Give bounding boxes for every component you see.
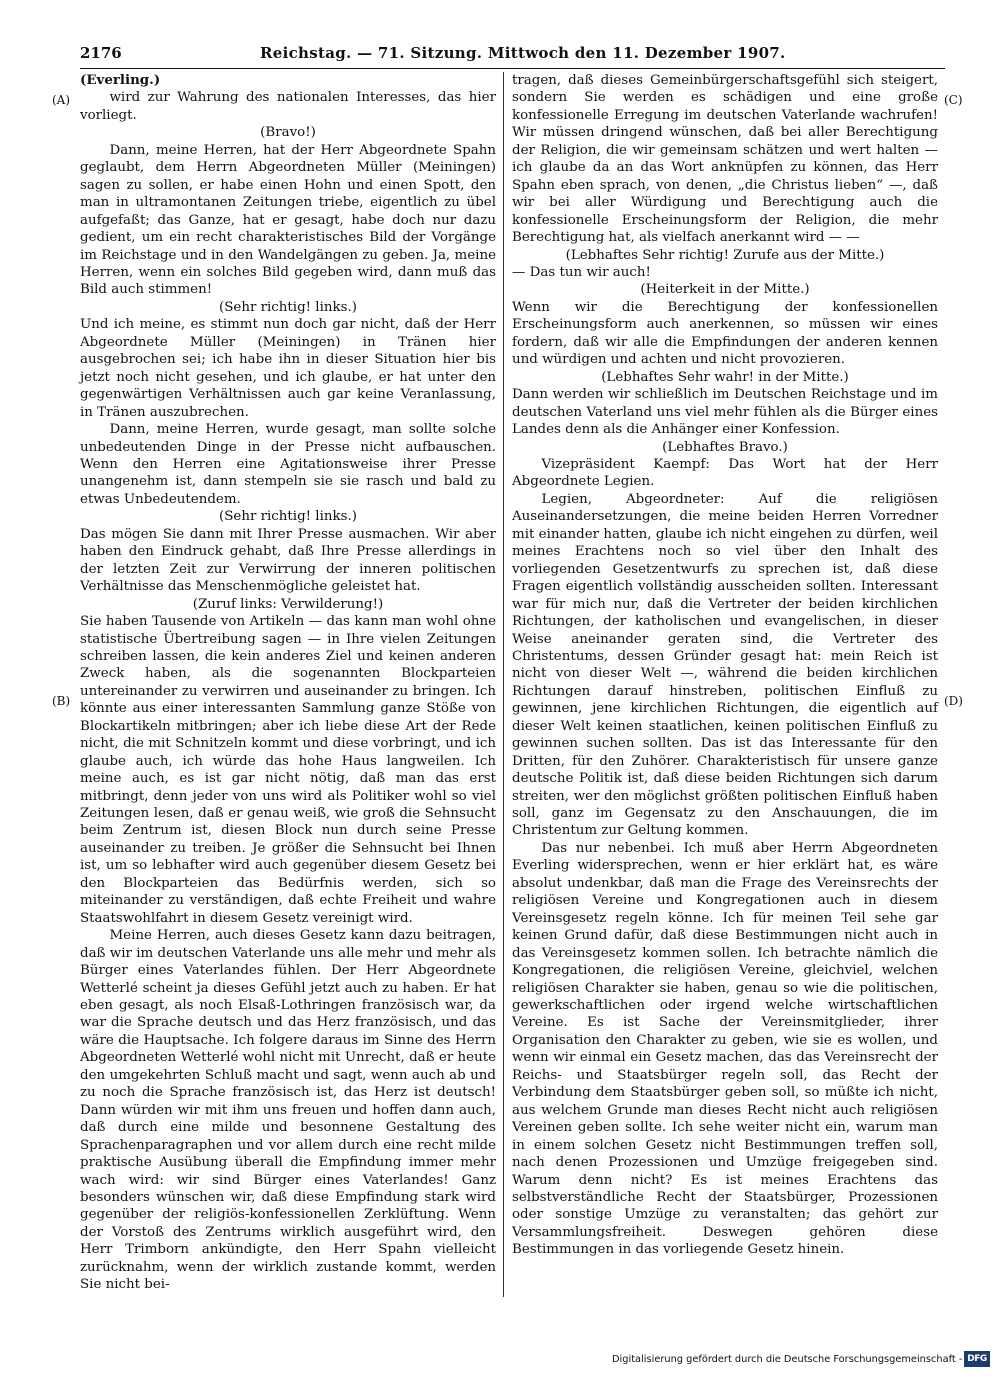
paragraph: tragen, daß dieses Gemeinbürgerschaftsgefühl sich steigert, sondern Sie werden es schädigen und eine große konfessionelle Erregung im deutschen Vaterlande wachrufen! Wir müssen dringend wünschen, daß bei aller Berechtigung der Religion, die wir gemeinsam schätzen und wert halten — ich glaube da an das Wort anknüpfen zu können, das Herr Spahn eben sprach, von denen, „die Christus lieben“ —, daß wir bei aller Würdigung und Berechtigung auch die konfessionelle Erscheinungsform der Religion, die mehr Berechtigung hat, als vielfach anerkannt wird — — xyxy=(512,73,938,246)
running-head: Reichstag. — 71. Sitzung. Mittwoch den 11. Dezember 1907. xyxy=(260,44,786,62)
dfg-logo: DFG xyxy=(964,1351,990,1367)
right-column xyxy=(512,72,938,1259)
paragraph: Das nur nebenbei. Ich muß aber Herrn Abgeordneten Everling widersprechen, wenn er hier erklärt hat, es wäre absolut undenkbar, daß man die Frage des Vereinsrechts der religiösen Vereine und Kongregationen auch in diesem Vereinsgesetz regeln könne. Ich für meinen Teil sehe gar keinen Grund dafür, daß diese Bestimmungen nicht auch in das Vereinsgesetz kommen sollen. Ich betrachte nämlich die Kongregationen, die religiösen Vereine, gleichviel, welchen religiösen Charakter sie haben, genau so wie die politischen, gewerkschaftlichen oder irgend welche wirtschaftlichen Vereine. Es ist Sache der Vereinsmitglieder, ihrer Organisation den Charakter zu geben, wie sie es wollen, und wenn wir einmal ein Gesetz machen, das das Vereinsrecht der Reichs- und Staatsbürger regeln soll, das Recht der Verbindung dem Staatsbürger geben soll, so müßte ich nicht, aus welchem Grunde man dieses Recht nicht auch religiösen Vereinen geben sollte. Ich sehe weiter nicht ein, warum man in einem solchen Gesetz nicht Bestimmungen treffen soll, nach denen Prozessionen und Umzüge freigegeben sind. Warum denn nicht? Es ist meines Erachtens das selbstverständliche Recht der Staatsbürger, Prozessionen oder sonstige Umzüge zu veranstalten; das gehört zur Versammlungsfreiheit. Deswegen gehören diese Bestimmungen in das vorliegende Gesetz hinein. xyxy=(512,840,938,1258)
paragraph: Legien, Abgeordneter: Auf die religiösen Auseinandersetzungen, die meine beiden Herren Vorredner mit einander hatten, glaube ich nicht eingehen zu dürfen, weil meines Erachtens noch so viel über den Inhalt des vorliegenden Gesetzentwurfs zu sprechen ist, daß diese Fragen eigentlich vollständig ausscheiden sollten. Interessant war für mich nur, daß die Vertreter der beiden kirchlichen Richtungen, der katholischen und evangelischen, in dieser Weise aneinander geraten sind, die Vertreter des Christentums, dessen Gründer gesagt hat: mein Reich ist nicht von dieser Welt —, während die beiden kirchlichen Richtungen darauf hinstreben, politischen Einfluß zu gewinnen, jene kirchlichen Richtungen, die eigentlich auf dieser Welt keinen staatlichen, keinen politischen Einfluß zu gewinnen suchen sollten. Das ist das Interessante für den Dritten, für den Zuhörer. Charakteristisch für unsere ganze deutsche Politik ist, daß diese beiden Richtungen sich darum streiten, wer den möglichst größten politischen Einfluß haben soll, ganz im Gegensatz zu den Anschauungen, die im Christentum zur Geltung kommen. xyxy=(512,491,938,839)
interjection: (Bravo!) xyxy=(260,125,316,141)
page-header xyxy=(80,44,945,70)
margin-marker-a: (A) xyxy=(52,93,71,107)
footer-credit: Digitalisierung gefördert durch die Deutsche Forschungsgemeinschaft - xyxy=(612,1354,963,1365)
paragraph: Vizepräsident Kaempf: Das Wort hat der Herr Abgeordnete Legien. xyxy=(512,456,938,490)
paragraph: Das mögen Sie dann mit Ihrer Presse ausmachen. Wir aber haben den Eindruck gehabt, daß Ihre Presse allerdings in der letzten Zeit zur Verwirrung der inneren politischen Verhältnisse das Menschenmögliche geleistet hat. xyxy=(80,526,496,595)
paragraph: Dann, meine Herren, wurde gesagt, man sollte solche unbedeutenden Dinge in der Presse nicht aufbauschen. Wenn den Herren eine Agitationsweise ihrer Presse unangenehm ist, dann stempeln sie sie rasch und bald zu etwas Unbedeutendem. xyxy=(80,422,496,507)
interjection: (Heiterkeit in der Mitte.) xyxy=(640,282,810,298)
margin-marker-b: (B) xyxy=(52,694,71,708)
column-divider xyxy=(503,72,504,1297)
paragraph: Dann, meine Herren, hat der Herr Abgeordnete Spahn geglaubt, dem Herrn Abgeordneten Müller (Meiningen) sagen zu sollen, er habe einen Hohn und einen Spott, den man in ultramontanen Zeitungen triebe, eigentlich zu übel aufgefaßt; das Ganze, hat er gesagt, habe doch nur dazu gedient, um ein recht charakteristisches Bild der Vorgänge im Reichstage und in den Wandelgängen zu geben. Ja, meine Herren, wenn ein solches Bild gegeben wird, dann muß das Bild auch stimmen! xyxy=(80,142,496,298)
header-rule xyxy=(80,68,945,69)
paragraph: Sie haben Tausende von Artikeln — das kann man wohl ohne statistische Übertreibung sagen — in Ihre vielen Zeitungen schreiben lassen, die kein anderes Ziel und keinen anderen Zweck haben, als die sogenannten Blockparteien untereinander zu verwirren und auseinander zu bringen. Ich könnte aus einer interessanten Sammlung ganze Stöße von Blockartikeln mitbringen; aber ich liebe diese Art der Rede nicht, die mit Schnitzeln kommt und diese vorbringt, und ich glaube auch, ich würde das hohe Haus langweilen. Ich meine auch, es ist gar nicht nötig, daß man das erst mitbringt, denn jeder von uns wird als Politiker wohl so viel Zeitungen lesen, daß er genau weiß, wie groß die Sehnsucht beim Zentrum ist, diesen Block nun durch seine Presse auseinander zu treiben. Je größer die Sehnsucht bei Ihnen ist, um so lebhafter wird auch gegenüber diesem Gesetz bei den Blockparteien das Bedürfnis werden, sich so miteinander zu verständigen, daß echte Freiheit und wahre Staatswohlfahrt in diesem Gesetz vereinigt wird. xyxy=(80,614,496,926)
interjection: (Sehr richtig! links.) xyxy=(219,509,357,525)
paragraph: Meine Herren, auch dieses Gesetz kann dazu beitragen, daß wir im deutschen Vaterlande uns alle mehr und mehr als Bürger eines Vaterlandes fühlen. Der Herr Abgeordnete Wetterlé scheint ja dieses Gefühl jetzt auch zu haben. Er hat eben gesagt, als noch Elsaß-Lothringen französisch war, da war die Sprache deutsch und das Herz französisch, und das wäre die Hauptsache. Ich folgere daraus im Sinne des Herrn Abgeordneten Wetterlé wohl nicht mit Unrecht, daß er heute den umgekehrten Schluß macht und sagt, wenn auch ab und zu noch die Sprache französisch ist, das Herz ist deutsch! Dann würden wir mit ihm uns freuen und hoffen dann auch, daß durch eine milde und besonnene Gestaltung des Sprachenparagraphen und vor allem durch eine recht milde praktische Ausübung überall die Empfindung immer mehr wach wird: wir sind Bürger eines Vaterlandes! Ganz besonders wünschen wir, daß diese Empfindung stark wird gegenüber der religiös-konfessionellen Zerklüftung. Wenn der Vorstoß des Zentrums wirklich ausgeführt wird, den Herr Trimborn ankündigte, den Herr Spahn vielleicht zurücknahm, wenn der wirklich zustande kommt, werden Sie nicht bei- xyxy=(80,928,496,1293)
speaker-label: (Everling.) xyxy=(80,72,161,88)
paragraph: — Das tun wir auch! xyxy=(512,264,651,280)
paragraph: Wenn wir die Berechtigung der konfessionellen Erscheinungsform auch anerkennen, so müssen wir eines fordern, daß wir alle die Empfindungen der anderen kennen und würdigen und achten und nicht provozieren. xyxy=(512,299,938,368)
interjection: (Lebhaftes Sehr richtig! Zurufe aus der Mitte.) xyxy=(565,247,885,263)
interjection: (Lebhaftes Sehr wahr! in der Mitte.) xyxy=(601,369,849,385)
paragraph: Dann werden wir schließlich im Deutschen Reichstage und im deutschen Vaterland uns viel mehr fühlen als die Bürger eines Landes denn als die Anhänger einer Konfession. xyxy=(512,387,938,438)
interjection: (Sehr richtig! links.) xyxy=(219,299,357,315)
page-number: 2176 xyxy=(80,44,122,62)
paragraph: wird zur Wahrung des nationalen Interesses, das hier vorliegt. xyxy=(80,90,496,123)
paragraph: Und ich meine, es stimmt nun doch gar nicht, daß der Herr Abgeordnete Müller (Meiningen) in Tränen hier ausgebrochen sei; ich habe ihn in dieser Situation hier bis jetzt noch nicht gesehen, und ich glaube, er hat unter den gegenwärtigen Verhältnissen auch gar keine Veranlassung, in Tränen auszubrechen. xyxy=(80,317,496,420)
left-column xyxy=(80,72,496,1294)
margin-marker-c: (C) xyxy=(944,93,963,107)
interjection: (Zuruf links: Verwilderung!) xyxy=(192,596,384,612)
interjection: (Lebhaftes Bravo.) xyxy=(662,439,788,455)
margin-marker-d: (D) xyxy=(944,694,963,708)
